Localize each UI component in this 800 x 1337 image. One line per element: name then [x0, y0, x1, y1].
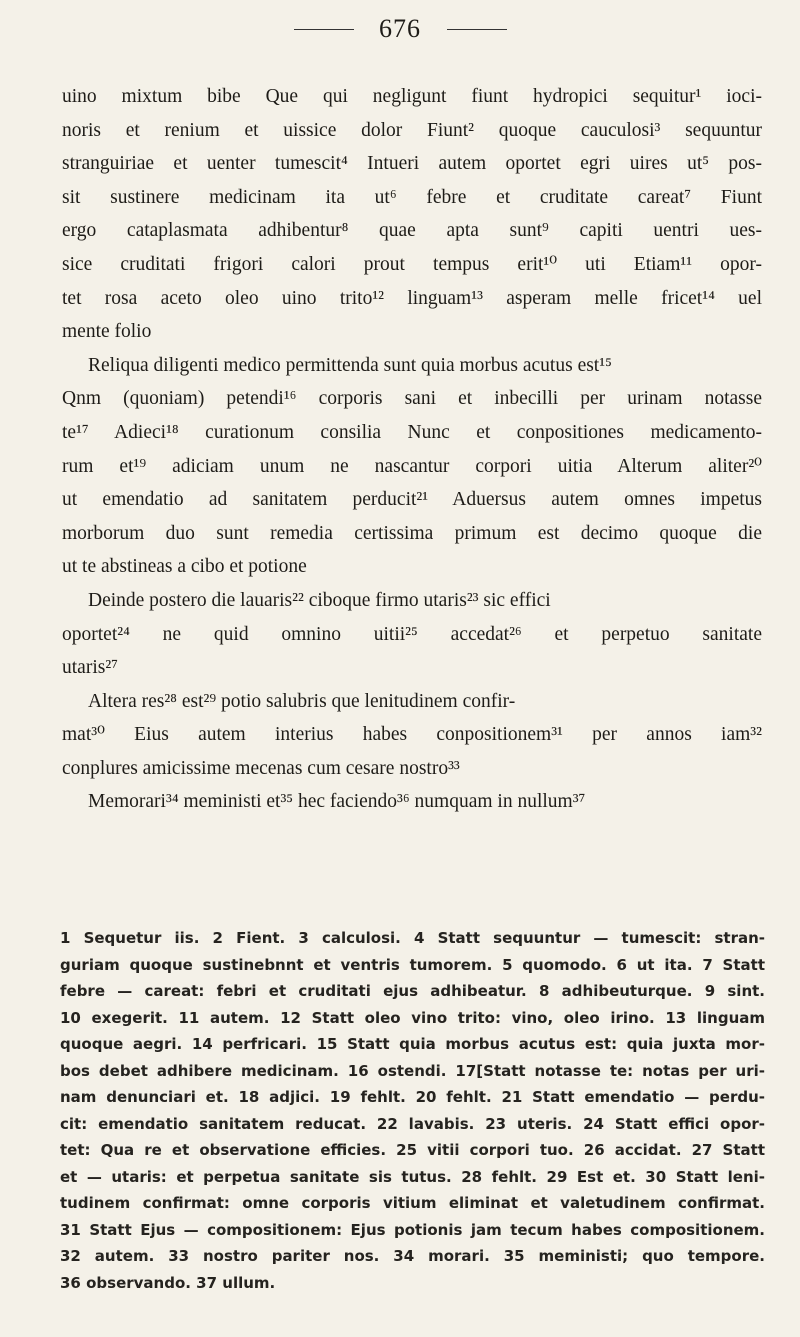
text-line: uino mixtum bibe Que qui negligunt fiunt hydropici sequitur¹ ioci- [62, 86, 762, 107]
footnote-line: 36 observando. 37 ullum. [60, 1273, 276, 1292]
text-line: Memorari³⁴ meministi et³⁵ hec faciendo³⁶ numquam in nullum³⁷ [88, 791, 586, 813]
footnote-line: febre — careat: febri et cruditati ejus adhibeatur. 8 adhibeuturque. 9 sint. [60, 982, 765, 1000]
footnote-line: guriam quoque sustinebnnt et ventris tumorem. 5 quomodo. 6 ut ita. 7 Statt [60, 955, 765, 974]
main-text [62, 80, 762, 819]
text-line: utaris²⁷ [62, 657, 118, 679]
text-line: Qnm (quoniam) petendi¹⁶ corporis sani et inbecilli per urinam notasse [62, 388, 762, 410]
header-rule-left [294, 29, 354, 30]
text-line: mat³⁰ Eius autem interius habes conpositionem³¹ per annos iam³² [62, 724, 762, 746]
text-line: oportet²⁴ ne quid omnino uitii²⁵ accedat²⁶ et perpetuo sanitate [62, 623, 762, 645]
footnote-line: tudinem confirmat: omne corporis vitium eliminat et valetudinem confirmat. [60, 1194, 765, 1212]
text-line: Altera res²⁸ est²⁹ potio salubris que lenitudinem confir- [88, 690, 516, 712]
footnote-line: bos debet adhibere medicinam. 16 ostendi. 17[Statt notasse te: notas per uri- [60, 1061, 765, 1080]
text-line: morborum duo sunt remedia certissima primum est decimo quoque die [62, 522, 762, 544]
text-line: Deinde postero die lauaris²² ciboque firmo utaris²³ sic effici [88, 589, 551, 611]
page-header [0, 12, 800, 44]
footnote-line: 31 Statt Ejus — compositionem: Ejus potionis jam tecum habes compositionem. [60, 1220, 765, 1239]
text-line: sit sustinere medicinam ita ut⁶ febre et cruditate careat⁷ Fiunt [62, 186, 762, 208]
footnote-line: tet: Qua re et observatione efficies. 25 vitii corpori tuo. 26 accidat. 27 Statt [60, 1141, 765, 1159]
text-line: conplures amicissime mecenas cum cesare nostro³³ [62, 757, 460, 779]
text-line: rum et¹⁹ adiciam unum ne nascantur corpori uitia Alterum aliter²⁰ [62, 455, 762, 477]
footnote-line: 10 exegerit. 11 autem. 12 Statt oleo vino trito: vino, oleo irino. 13 linguam [60, 1008, 765, 1027]
text-line: stranguiriae et uenter tumescit⁴ Intueri autem oportet egri uires ut⁵ pos- [62, 153, 762, 175]
footnote-line: quoque aegri. 14 perfricari. 15 Statt quia morbus acutus est: quia juxta mor- [60, 1035, 765, 1053]
footnote-line: 32 autem. 33 nostro pariter nos. 34 morari. 35 meministi; quo tempore. [60, 1247, 765, 1265]
footnote-line: nam denunciari et. 18 adjici. 19 fehlt. 20 fehlt. 21 Statt emendatio — perdu- [60, 1088, 765, 1106]
footnote-line: 1 Sequetur iis. 2 Fient. 3 calculosi. 4 Statt sequuntur — tumescit: stran- [60, 929, 765, 947]
text-line: sice cruditati frigori calori prout tempus erit¹⁰ uti Etiam¹¹ opor- [62, 253, 762, 275]
text-line: tet rosa aceto oleo uino trito¹² linguam¹³ asperam melle fricet¹⁴ uel [62, 287, 762, 309]
text-line: noris et renium et uissice dolor Fiunt² quoque cauculosi³ sequuntur [62, 119, 762, 141]
footnote-line: et — utaris: et perpetua sanitate sis tutus. 28 fehlt. 29 Est et. 30 Statt leni- [60, 1167, 765, 1186]
text-line: ut te abstineas a cibo et potione [62, 556, 307, 578]
text-line: Reliqua diligenti medico permittenda sunt quia morbus acutus est¹⁵ [88, 354, 612, 376]
header-rule-right [447, 29, 507, 30]
page-number: 676 [379, 14, 421, 44]
text-line: ergo cataplasmata adhibentur⁸ quae apta sunt⁹ capiti uentri ues- [62, 220, 762, 242]
text-line: ut emendatio ad sanitatem perducit²¹ Aduersus autem omnes impetus [62, 489, 762, 511]
footnotes [60, 925, 765, 1296]
text-line: mente folio [62, 321, 152, 343]
footnote-line: cit: emendatio sanitatem reducat. 22 lavabis. 23 uteris. 24 Statt effici opor- [60, 1114, 765, 1133]
text-line: te¹⁷ Adieci¹⁸ curationum consilia Nunc et conpositiones medicamento- [62, 421, 762, 443]
